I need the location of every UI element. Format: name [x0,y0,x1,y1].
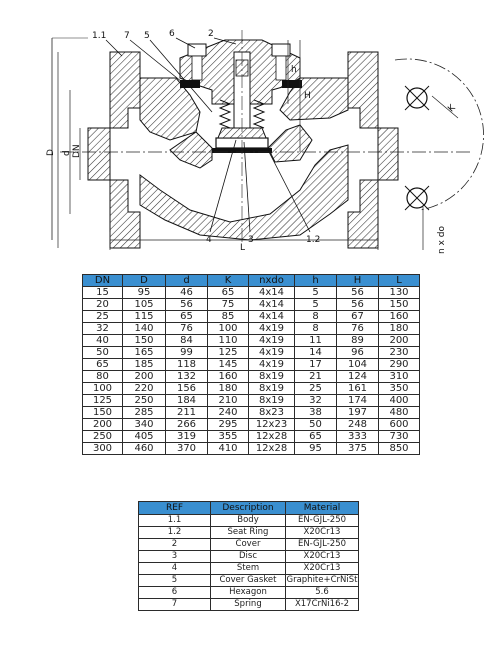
table-cell: 184 [166,395,208,407]
left-flange [88,52,140,248]
dim-label-DN: DN [72,144,82,158]
part-label-2: 2 [208,29,214,39]
part-label-3: 3 [248,235,254,245]
table-row [139,515,359,527]
table-cell: 21 [295,371,337,383]
part-label-1-2: 1.2 [306,235,321,245]
table-cell: 76 [166,323,208,335]
table-cell: 3 [139,551,211,563]
dimension-table-header [83,275,420,287]
table-cell: 104 [337,359,379,371]
table-cell: 290 [379,359,420,371]
table-cell: 105 [123,299,166,311]
table-cell: 220 [123,383,166,395]
table-cell: Stem [211,563,286,575]
table-cell: 67 [337,311,379,323]
right-flange [348,52,398,248]
table-cell: 174 [337,395,379,407]
table-cell: 84 [166,335,208,347]
table-cell: Cover [211,539,286,551]
table-cell: 185 [123,359,166,371]
table-cell: 46 [166,287,208,299]
table-cell: 5 [295,287,337,299]
table-cell: 50 [83,347,123,359]
table-cell: 56 [166,299,208,311]
table-cell: 15 [83,287,123,299]
table-cell: 75 [208,299,249,311]
col-header: K [208,275,249,287]
table-cell: 180 [208,383,249,395]
table-cell: 8x19 [249,383,295,395]
table-row [139,563,359,575]
table-cell: 8x19 [249,371,295,383]
col-header: REF [139,502,211,515]
table-row [83,419,420,431]
table-cell: 295 [208,419,249,431]
table-cell: 460 [123,443,166,455]
col-header: nxdo [249,275,295,287]
table-cell: 99 [166,347,208,359]
part-label-4: 4 [206,235,212,245]
table-cell: 405 [123,431,166,443]
table-row [83,359,420,371]
table-cell: 211 [166,407,208,419]
table-cell: 4x14 [249,311,295,323]
table-row [83,347,420,359]
table-cell: 285 [123,407,166,419]
dim-label-nxdo: n x do [437,226,447,254]
table-cell: 375 [337,443,379,455]
table-cell: 65 [83,359,123,371]
table-cell: Spring [211,599,286,611]
table-cell: X20Cr13 [286,527,359,539]
table-cell: 132 [166,371,208,383]
dim-label-D: D [46,149,56,156]
body-lower-bowl [140,145,348,240]
table-row [83,383,420,395]
dimension-table-body [83,287,420,455]
table-cell: 230 [379,347,420,359]
table-row [83,311,420,323]
table-cell: 5.6 [286,587,359,599]
table-cell: 200 [83,419,123,431]
table-cell: 89 [337,335,379,347]
table-cell: 160 [208,371,249,383]
table-cell: EN-GJL-250 [286,515,359,527]
table-cell: X20Cr13 [286,551,359,563]
table-cell: 355 [208,431,249,443]
table-cell: 310 [379,371,420,383]
bolt-circle-arc [395,59,484,210]
materials-table [138,501,359,611]
table-row [83,287,420,299]
table-cell: 56 [337,287,379,299]
table-cell: 8x19 [249,395,295,407]
table-cell: X17CrNi16-2 [286,599,359,611]
table-cell: 5 [295,299,337,311]
table-cell: 125 [208,347,249,359]
table-cell: 96 [337,347,379,359]
table-row [83,299,420,311]
table-cell: 7 [139,599,211,611]
table-cell: 80 [83,371,123,383]
table-cell: 145 [208,359,249,371]
table-cell: 4 [139,563,211,575]
table-cell: 180 [379,323,420,335]
table-cell: X20Cr13 [286,563,359,575]
table-row [83,323,420,335]
table-cell: 4x19 [249,335,295,347]
table-cell: 100 [208,323,249,335]
table-cell: 400 [379,395,420,407]
table-cell: 200 [123,371,166,383]
table-cell: 319 [166,431,208,443]
table-cell: 40 [83,335,123,347]
table-cell: 150 [379,299,420,311]
part-label-6: 6 [169,29,175,39]
table-cell: 730 [379,431,420,443]
table-cell: 12x28 [249,443,295,455]
table-row [139,587,359,599]
hexagon-bolt-right [272,44,290,56]
materials-table-header [139,502,359,515]
table-cell: 76 [337,323,379,335]
table-cell: 266 [166,419,208,431]
table-cell: 200 [379,335,420,347]
table-row [83,431,420,443]
table-cell: 65 [208,287,249,299]
table-cell: 4x14 [249,299,295,311]
table-row [139,575,359,587]
table-cell: 32 [295,395,337,407]
table-cell: 125 [83,395,123,407]
col-header: DN [83,275,123,287]
table-cell: 12x28 [249,431,295,443]
table-cell: Cover Gasket [211,575,286,587]
part-label-1-1: 1.1 [92,31,107,41]
table-cell: 2 [139,539,211,551]
table-cell: 32 [83,323,123,335]
table-cell: 25 [295,383,337,395]
table-row [139,599,359,611]
table-cell: 110 [208,335,249,347]
table-cell: 130 [379,287,420,299]
table-cell: 340 [123,419,166,431]
table-cell: 165 [123,347,166,359]
table-cell: 140 [123,323,166,335]
table-cell: 50 [295,419,337,431]
table-cell: EN-GJL-250 [286,539,359,551]
table-cell: 100 [83,383,123,395]
table-row [83,371,420,383]
dim-label-L: L [240,243,246,253]
table-cell: 65 [295,431,337,443]
part-label-5: 5 [144,31,150,41]
table-cell: 150 [83,407,123,419]
table-cell: Body [211,515,286,527]
table-cell: 6 [139,587,211,599]
table-cell: 8 [295,311,337,323]
table-cell: Hexagon [211,587,286,599]
table-cell: 370 [166,443,208,455]
valve-cross-section-drawing [0,0,491,268]
table-cell: 8x23 [249,407,295,419]
table-cell: 161 [337,383,379,395]
dim-label-d: d [62,150,72,156]
table-cell: 17 [295,359,337,371]
table-cell: 115 [123,311,166,323]
dim-label-h: h [291,65,297,75]
col-header: Material [286,502,359,515]
dim-label-H: H [304,91,311,101]
table-cell: 240 [208,407,249,419]
table-cell: 38 [295,407,337,419]
table-cell: 5 [139,575,211,587]
body-partition-right [268,125,312,162]
table-cell: 250 [123,395,166,407]
table-cell: 95 [123,287,166,299]
table-cell: 124 [337,371,379,383]
table-cell: 1.1 [139,515,211,527]
table-cell: 333 [337,431,379,443]
table-cell: 4x19 [249,359,295,371]
col-header: Description [211,502,286,515]
table-row [83,407,420,419]
dimension-table [82,274,420,455]
table-cell: 248 [337,419,379,431]
table-cell: 160 [379,311,420,323]
table-row [83,443,420,455]
dim-label-K: K [446,103,458,115]
table-cell: 14 [295,347,337,359]
col-header: D [123,275,166,287]
table-row [83,395,420,407]
table-cell: 4x19 [249,347,295,359]
table-row [139,527,359,539]
materials-table-body [139,515,359,611]
table-row [139,551,359,563]
col-header: h [295,275,337,287]
table-cell: 150 [123,335,166,347]
table-cell: 118 [166,359,208,371]
col-header: H [337,275,379,287]
table-cell: 56 [337,299,379,311]
table-cell: Seat Ring [211,527,286,539]
table-cell: 8 [295,323,337,335]
table-cell: 300 [83,443,123,455]
table-cell: 95 [295,443,337,455]
table-row [139,539,359,551]
table-cell: 410 [208,443,249,455]
table-cell: 12x23 [249,419,295,431]
table-cell: Graphite+CrNiSt [286,575,358,585]
table-cell: 4x19 [249,323,295,335]
part-label-7: 7 [124,31,130,41]
table-cell: 1.2 [139,527,211,539]
table-cell: 156 [166,383,208,395]
table-cell: 850 [379,443,420,455]
table-cell: 480 [379,407,420,419]
col-header: d [166,275,208,287]
col-header: L [379,275,420,287]
table-cell: 210 [208,395,249,407]
table-cell: 85 [208,311,249,323]
table-cell: 250 [83,431,123,443]
table-cell: 197 [337,407,379,419]
table-cell: 25 [83,311,123,323]
table-cell: 350 [379,383,420,395]
table-cell: 4x14 [249,287,295,299]
table-cell: 600 [379,419,420,431]
table-cell: 65 [166,311,208,323]
table-cell: Disc [211,551,286,563]
table-cell: 20 [83,299,123,311]
table-row [83,335,420,347]
table-cell: 11 [295,335,337,347]
